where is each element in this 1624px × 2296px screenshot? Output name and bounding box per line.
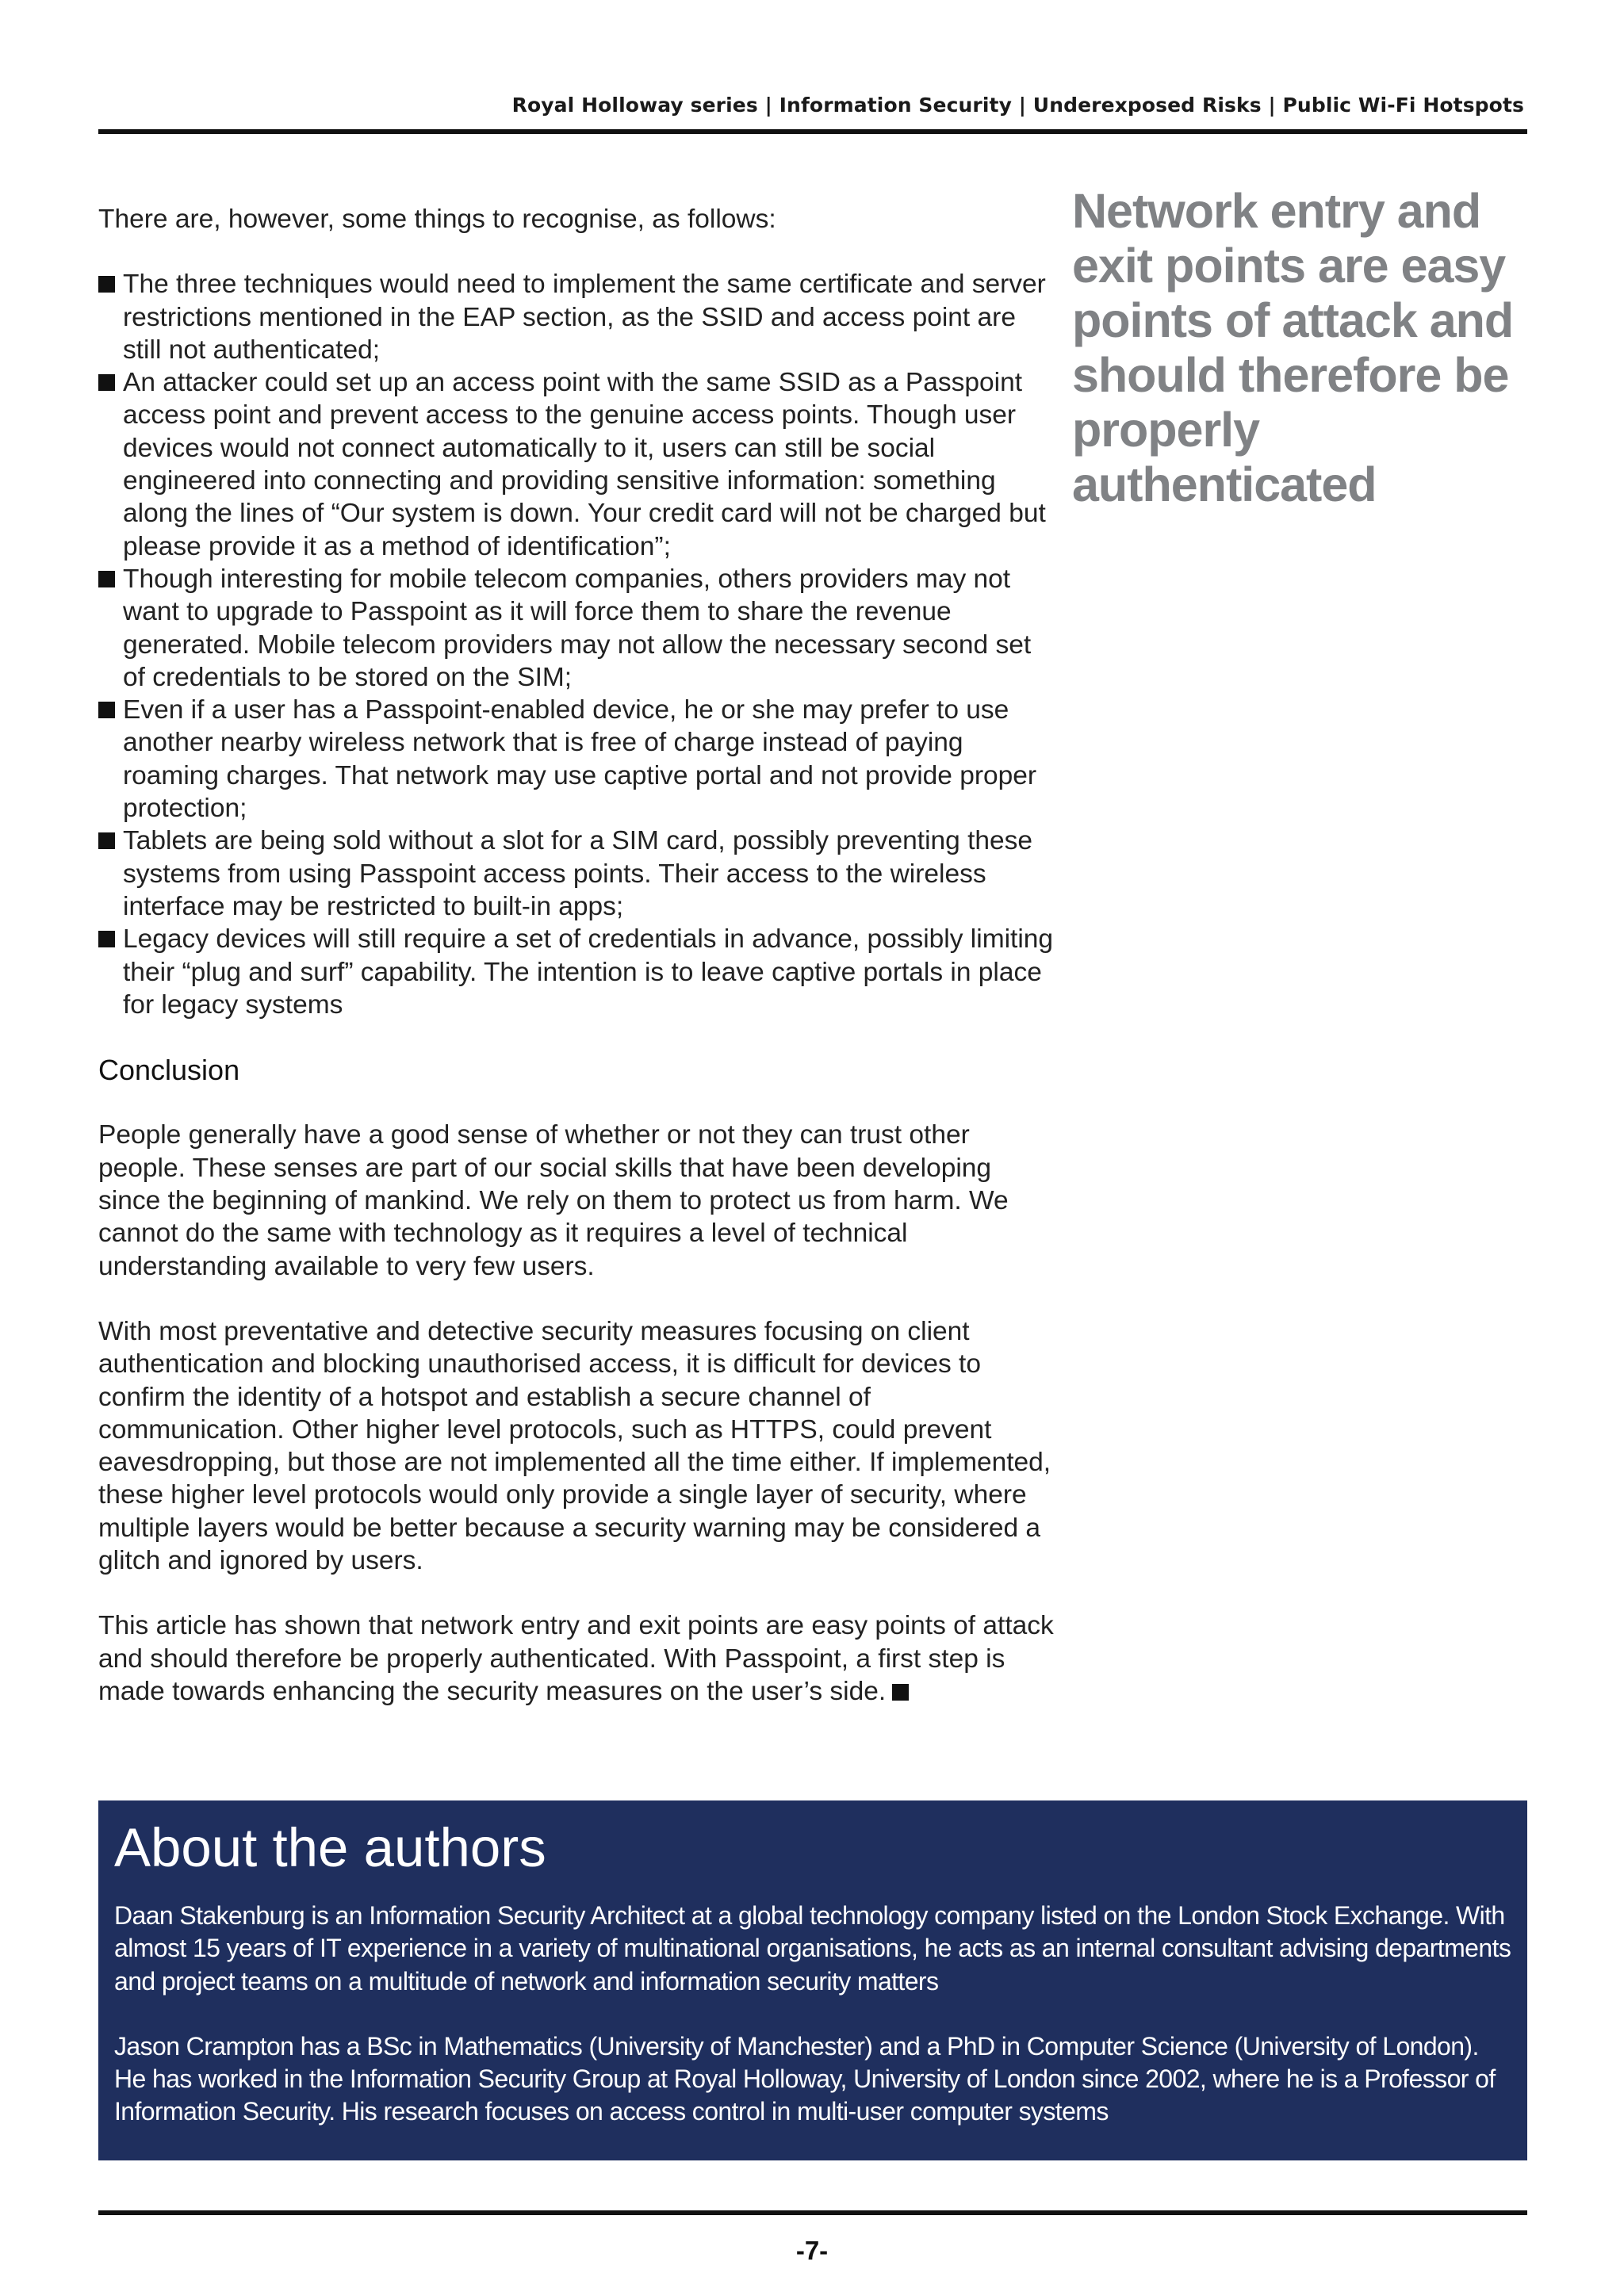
footer-rule <box>98 2210 1527 2215</box>
intro-paragraph: There are, however, some things to recognise, as follows: <box>98 205 776 234</box>
square-bullet-icon <box>98 832 115 849</box>
page-number: -7- <box>795 2236 829 2265</box>
square-bullet-icon <box>98 931 115 947</box>
header-rule <box>98 129 1527 134</box>
conclusion-paragraph-text: This article has shown that network entry and exit points are easy points of attack and should therefore be properly authenticated. With Passpoint, a first step is made towards enhancing the security measures on the user’s side. <box>98 1611 1054 1706</box>
square-bullet-icon <box>98 571 115 587</box>
running-header: Royal Holloway series | Information Security | Underexposed Risks | Public Wi-Fi Hotspots <box>511 94 1524 117</box>
conclusion-paragraph: People generally have a good sense of whether or not they can trust other people. These senses are part of our social skills that have been developing since the beginning of mankind. We rely on them to protect us from harm. We cannot do the same with technology as it requires a level of technical understanding available to very few users. <box>98 1120 1009 1281</box>
about-authors-title: About the authors <box>114 1817 546 1878</box>
bullet-text: Though interesting for mobile telecom companies, others providers may not want to upgrade to Passpoint as it will force them to share the revenue generated. Mobile telecom providers may not allow the necessary second set of credentials to be stored on the SIM; <box>123 564 1032 692</box>
bullet-list <box>98 268 1058 1021</box>
square-bullet-icon <box>98 702 115 718</box>
square-bullet-icon <box>98 374 115 391</box>
author-bio: Jason Crampton has a BSc in Mathematics (University of Manchester) and a PhD in Computer Science (University of London). He has worked in the Information Security Group at Royal Holloway, University of London since 2002, where he is a Professor of Information Security. His research focuses on access control in multi-user computer systems <box>114 2031 1496 2126</box>
bullet-item <box>98 268 1058 366</box>
bullet-text: Even if a user has a Passpoint-enabled device, he or she may prefer to use another nearby wireless network that is free of charge instead of paying roaming charges. That network may use captive portal and not provide proper protection; <box>123 695 1037 824</box>
bullet-text: An attacker could set up an access point with the same SSID as a Passpoint access point and prevent access to the genuine access points. Though user devices would not connect automatically to it, users can still be social engineered into connecting and providing sensitive information: something along the lines of “Our system is down. Your credit card will not be charged but please provide it as a method of identification”; <box>123 368 1046 561</box>
conclusion-paragraph-final <box>98 1609 1058 1708</box>
conclusion-paragraph: With most preventative and detective security measures focusing on client authentication and blocking unauthorised access, it is difficult for devices to confirm the identity of a hotspot and establish a secure channel of communication. Other higher level protocols, such as HTTPS, could prevent eavesdropping, but those are not implemented all the time either. If implemented, these higher level protocols would only provide a single layer of security, where multiple layers would be better because a security warning may be considered a glitch and ignored by users. <box>98 1316 1051 1575</box>
bullet-text: Tablets are being sold without a slot for a SIM card, possibly preventing these systems from using Passpoint access points. Their access to the wireless interface may be restricted to built-in apps; <box>123 826 1033 921</box>
bullet-item <box>98 563 1058 694</box>
square-bullet-icon <box>98 276 115 293</box>
bullet-item <box>98 366 1058 563</box>
main-column <box>98 203 1058 1708</box>
author-bio: Daan Stakenburg is an Information Security Architect at a global technology company listed on the London Stock Exchange. With almost 15 years of IT experience in a variety of multinational organisations, he acts as an internal consultant advising departments and project teams on a multitude of network and information security matters <box>114 1901 1511 1996</box>
end-of-article-square-icon <box>892 1684 909 1701</box>
conclusion-heading: Conclusion <box>98 1054 240 1087</box>
bullet-text: The three techniques would need to implement the same certificate and server restrictions mentioned in the EAP section, as the SSID and access point are still not authenticated; <box>123 270 1046 365</box>
pull-quote: Network entry and exit points are easy points of attack and should therefore be properly authenticated <box>1072 184 1514 511</box>
bullet-item <box>98 825 1058 923</box>
bullet-text: Legacy devices will still require a set of credentials in advance, possibly limiting their “plug and surf” capability. The intention is to leave captive portals in place for legacy systems <box>123 924 1054 1020</box>
bullet-item <box>98 694 1058 825</box>
about-authors-box <box>98 1800 1527 2160</box>
bullet-item <box>98 923 1058 1021</box>
